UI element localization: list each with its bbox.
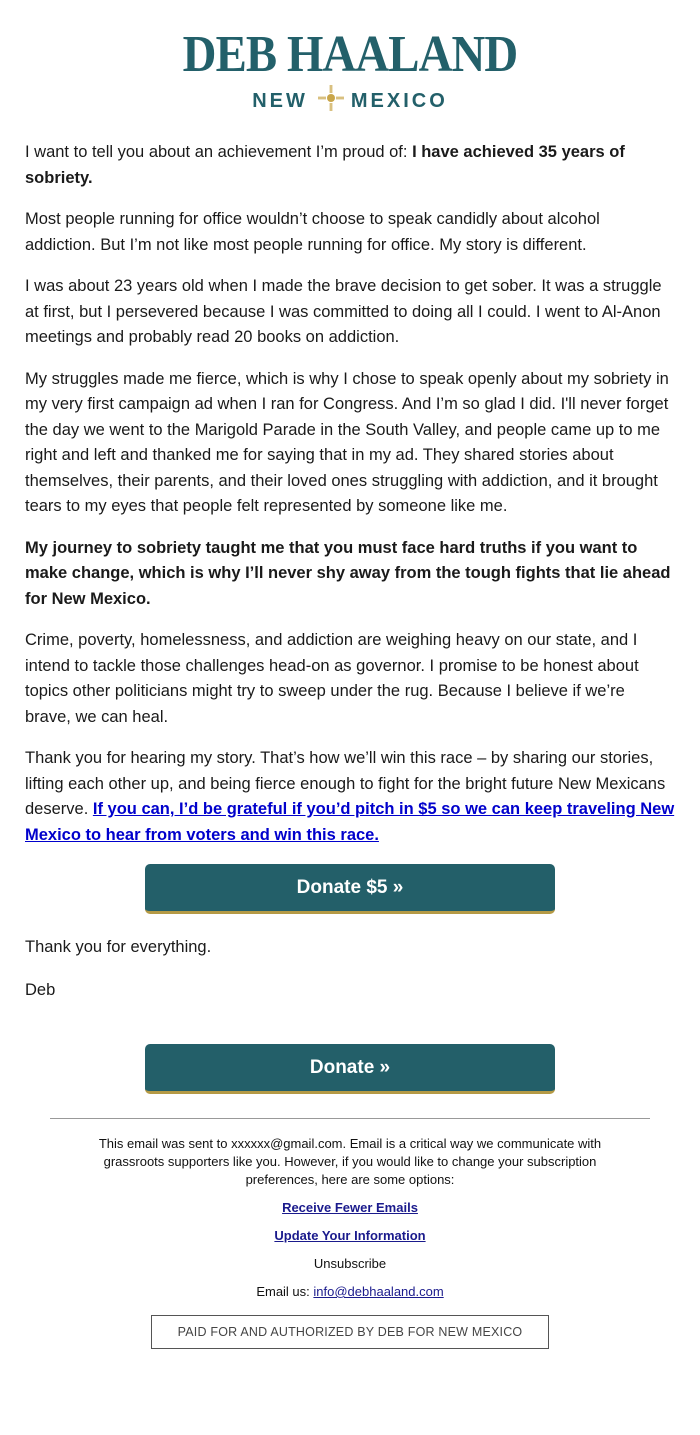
email-footer: [0, 1119, 700, 1349]
paragraph-1-text: I want to tell you about an achievement I’m proud of:: [25, 143, 413, 161]
donate-5-button[interactable]: Donate $5 »: [145, 864, 555, 914]
logo-wordmark: DEB HAALAND: [182, 26, 518, 83]
donate-button[interactable]: Donate »: [145, 1044, 555, 1094]
logo-subtitle: [0, 84, 700, 118]
paragraph-1: [25, 140, 675, 191]
paragraph-7-text: Thank you for hearing my story. That’s how we’ll win this race – by sharing our stories, lifting each other up, and being fierce enough to fight for the bright future New Mexicans deserve.: [25, 749, 666, 818]
donate-inline-link[interactable]: If you can, I’d be grateful if you’d pitch in $5 so we can keep traveling New Mexico to hear from voters and win this race.: [25, 800, 675, 844]
update-information-link[interactable]: Update Your Information: [274, 1228, 426, 1243]
paragraph-6: Crime, poverty, homelessness, and addiction are weighing heavy on our state, and I intend to tackle those challenges head-on as governor. I promise to be honest about topics other politicians might try to sweep under the rug. Because I believe if we’re brave, we can heal.: [25, 631, 639, 726]
closing-line: Thank you for everything.: [25, 938, 212, 956]
contact-email-link[interactable]: info@debhaaland.com: [313, 1284, 444, 1299]
contact-line: [75, 1283, 625, 1301]
receive-fewer-emails-link[interactable]: Receive Fewer Emails: [282, 1200, 418, 1215]
logo-sub-left: NEW: [252, 89, 308, 112]
paragraph-7: [25, 746, 675, 848]
paid-for-disclaimer: PAID FOR AND AUTHORIZED BY DEB FOR NEW MEXICO: [151, 1315, 549, 1349]
paragraph-5: My journey to sobriety taught me that you must face hard truths if you want to make change, which is why I’ll never shy away from the tough fights that lie ahead for New Mexico.: [25, 538, 671, 608]
paragraph-1-bold: I have achieved 35 years of sobriety.: [25, 143, 625, 187]
contact-label: Email us:: [256, 1284, 314, 1299]
signature: Deb: [25, 981, 56, 999]
email-content: [0, 118, 700, 1094]
paragraph-4: My struggles made me fierce, which is why I chose to speak openly about my sobriety in my very first campaign ad when I ran for Congress. And I’m so glad I did. I'll never forget the day we went to the Marigold Parade in the South Valley, and people came up to me right and left and thanked me for saying that in my ad. They shared stories about themselves, their parents, and their loved ones struggling with addiction, and it brought tears to my eyes that people felt represented by someone like me.: [25, 369, 669, 515]
campaign-logo: [0, 0, 700, 118]
paragraph-3: I was about 23 years old when I made the brave decision to get sober. It was a struggle at first, but I persevered because I was committed to doing all I could. I went to Al-Anon meetings and probably read 20 books on addiction.: [25, 277, 662, 346]
zia-sun-icon: [317, 84, 345, 118]
subscription-notice: This email was sent to xxxxxx@gmail.com. Email is a critical way we communicate with grassroots supporters like you. However, if you would like to change your subscription preferences, here are some options:: [98, 1136, 602, 1187]
paragraph-2: Most people running for office wouldn’t choose to speak candidly about alcohol addiction. But I’m not like most people running for office. My story is different.: [25, 210, 600, 254]
unsubscribe-link[interactable]: Unsubscribe: [313, 1256, 387, 1271]
logo-sub-right: MEXICO: [350, 89, 448, 112]
